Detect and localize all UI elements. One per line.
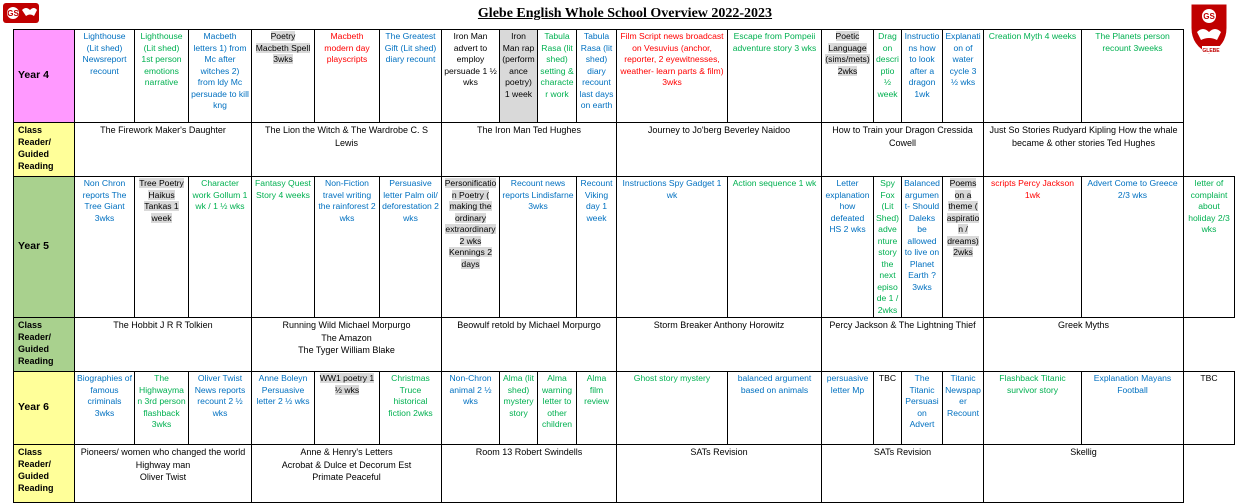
year4-unit: Explanation of water cycle 3 ½ wks [943, 30, 984, 123]
reader-book-line: The Amazon [321, 332, 372, 343]
svg-text:GS: GS [1203, 12, 1215, 21]
year4-row [14, 30, 1235, 123]
year6-unit: Anne Boleyn Persuasive letter 2 ½ wks [252, 372, 315, 445]
reader-book: Room 13 Robert Swindells [442, 445, 617, 503]
year-4-label: Year 4 [14, 30, 75, 123]
year6-unit: Alma film review [577, 372, 617, 445]
class-reader-label: Class Reader/ Guided Reading [14, 445, 75, 503]
class-reader-label: Class Reader/ Guided Reading [14, 318, 75, 372]
year6-unit: The Highwayman 3rd person flashback 3wks [135, 372, 189, 445]
reader-book: The Hobbit J R R Tolkien [75, 318, 252, 372]
year6-unit: Non-Chron animal 2 ½ wks [442, 372, 500, 445]
reader-book: The Lion the Witch & The Wardrobe C. S Lewis [252, 123, 442, 177]
year6-unit: Flashback Titanic survivor story [984, 372, 1082, 445]
reader-book: Storm Breaker Anthony Horowitz [617, 318, 822, 372]
year5-unit: scripts Percy Jackson 1wk [984, 177, 1082, 318]
reader-book-line: Acrobat & Dulce et Decorum Est [281, 459, 412, 470]
year5-unit: Advert Come to Greece 2/3 wks [1082, 177, 1184, 318]
year6-unit: TBC [874, 372, 902, 445]
reader-book-line: Oliver Twist [139, 472, 187, 482]
year6-unit: Alma (lit shed) mystery story [500, 372, 538, 445]
year5-unit: letter of complaint about holiday 2/3 wks [1184, 177, 1235, 318]
reader-book: The Iron Man Ted Hughes [442, 123, 617, 177]
year6-unit: Titanic Newspaper Recount [943, 372, 984, 445]
year5-unit: Fantasy Quest Story 4 weeks [252, 177, 315, 318]
year5-unit: Letter explanation how defeated HS 2 wks [822, 177, 874, 318]
year4-unit: The Greatest Gift (Lit shed) diary recount [380, 30, 442, 123]
year6-unit: balanced argument based on animals [728, 372, 822, 445]
year4-unit: Poetic Language (sims/mets) 2wks [822, 30, 874, 123]
reader-book: How to Train your Dragon Cressida Cowell [822, 123, 984, 177]
year5-unit: Tree Poetry Haikus Tankas 1 week [135, 177, 189, 318]
reader-book [75, 445, 252, 503]
class-reader-label: Class Reader/ Guided Reading [14, 123, 75, 177]
year5-unit: Balanced argument- Should Daleks be allowed to live on Planet Earth ? 3wks [902, 177, 943, 318]
reader-book: Beowulf retold by Michael Morpurgo [442, 318, 617, 372]
year4-unit: Escape from Pompeii adventure story 3 wks [728, 30, 822, 123]
year5-unit: Poems on a theme ( aspiration / dreams) 2wks [943, 177, 984, 318]
year4-unit: Film Script news broadcast on Vesuvius (anchor, reporter, 2 eyewitnesses, weather- learn parts & film) 3wks [617, 30, 728, 123]
class-reader-row [14, 445, 1235, 503]
year4-unit: Instructions how to look after a dragon 1wk [902, 30, 943, 123]
year5-unit: Non Chron reports The Tree Giant 3wks [75, 177, 135, 318]
reader-book: The Firework Maker's Daughter [75, 123, 252, 177]
year6-unit: Alma warning letter to other children [538, 372, 577, 445]
page-title: Glebe English Whole School Overview 2022-2023 [477, 6, 773, 21]
year6-unit: TBC [1184, 372, 1235, 445]
year6-unit: persuasive letter Mp [822, 372, 874, 445]
year6-unit: Biographies of famous criminals 3wks [75, 372, 135, 445]
year4-unit: Lighthouse (Lit shed) Newsreport recount [75, 30, 135, 123]
reader-book: SATs Revision [617, 445, 822, 503]
year5-unit: Recount Viking day 1 week [577, 177, 617, 318]
year4-unit: Iron Man advert to employ persuade 1 ½ wks [442, 30, 500, 123]
reader-book [252, 318, 442, 372]
year5-unit: Spy Fox (Lit Shed) adventure story the next episode 1 / 2wks [874, 177, 902, 318]
class-reader-row [14, 123, 1235, 177]
year5-unit: Instructions Spy Gadget 1 wk [617, 177, 728, 318]
year5-unit: Action sequence 1 wk [728, 177, 822, 318]
year-5-label: Year 5 [14, 177, 75, 318]
reader-book-line: The Tyger William Blake [298, 345, 395, 355]
year4-unit: Dragon descriptio ½ week [874, 30, 902, 123]
year6-unit: WW1 poetry 1 ½ wks [315, 372, 380, 445]
reader-book: Percy Jackson & The Lightning Thief [822, 318, 984, 372]
class-reader-row [14, 318, 1235, 372]
year5-unit: Personification Poetry ( making the ordinary extraordinary 2 wks Kennings 2 days [442, 177, 500, 318]
reader-book: SATs Revision [822, 445, 984, 503]
year4-unit: Poetry Macbeth Spell 3wks [252, 30, 315, 123]
year5-unit: Non-Fiction travel writing the rainforest 2 wks [315, 177, 380, 318]
year6-row [14, 372, 1235, 445]
year4-unit: Macbeth modern day playscripts [315, 30, 380, 123]
year6-unit: Explanation Mayans Football [1082, 372, 1184, 445]
year4-unit: Macbeth letters 1) from Mc after witches 2) from ldy Mc persuade to kill kng [189, 30, 252, 123]
reader-book-line: Highway man [135, 459, 191, 470]
year4-unit: Lighthouse (Lit shed) 1st person emotions narrative [135, 30, 189, 123]
year5-unit: Character work Gollum 1 wk / 1 ½ wks [189, 177, 252, 318]
year4-unit: Creation Myth 4 weeks [984, 30, 1082, 123]
reader-book-line: Pioneers/ women who changed the world [80, 447, 246, 457]
year5-unit: Persuasive letter Palm oil/ deforestation 2 wks [380, 177, 442, 318]
school-crest-logo [2, 2, 40, 24]
svg-text:GS: GS [7, 9, 19, 18]
year4-unit: Tabula Rasa (lit shed) diary recount last days on earth [577, 30, 617, 123]
year5-unit: Recount news reports Lindisfarne 3wks [500, 177, 577, 318]
english-overview-table [13, 29, 1235, 503]
year6-unit: Ghost story mystery [617, 372, 728, 445]
year6-unit: The Titanic Persuasion Advert [902, 372, 943, 445]
reader-book-line: Primate Peaceful [312, 472, 381, 482]
year4-unit: Tabula Rasa (lit shed) setting & character work [538, 30, 577, 123]
year6-unit: Christmas Truce historical fiction 2wks [380, 372, 442, 445]
year-6-label: Year 6 [14, 372, 75, 445]
reader-book-line: Anne & Henry's Letters [300, 447, 393, 457]
reader-book: Journey to Jo'berg Beverley Naidoo [617, 123, 822, 177]
svg-text:GLEBE: GLEBE [1202, 48, 1220, 54]
year4-unit: The Planets person recount 3weeks [1082, 30, 1184, 123]
reader-book: Greek Myths [984, 318, 1184, 372]
reader-book: Skellig [984, 445, 1184, 503]
reader-book-line: Running Wild Michael Morpurgo [282, 320, 411, 330]
reader-book [252, 445, 442, 503]
year5-row [14, 177, 1235, 318]
year6-unit: Oliver Twist News reports recount 2 ½ wks [189, 372, 252, 445]
year4-unit: Iron Man rap (performance poetry) 1 week [500, 30, 538, 123]
reader-book: Just So Stories Rudyard Kipling How the whale became & other stories Ted Hughes [984, 123, 1184, 177]
